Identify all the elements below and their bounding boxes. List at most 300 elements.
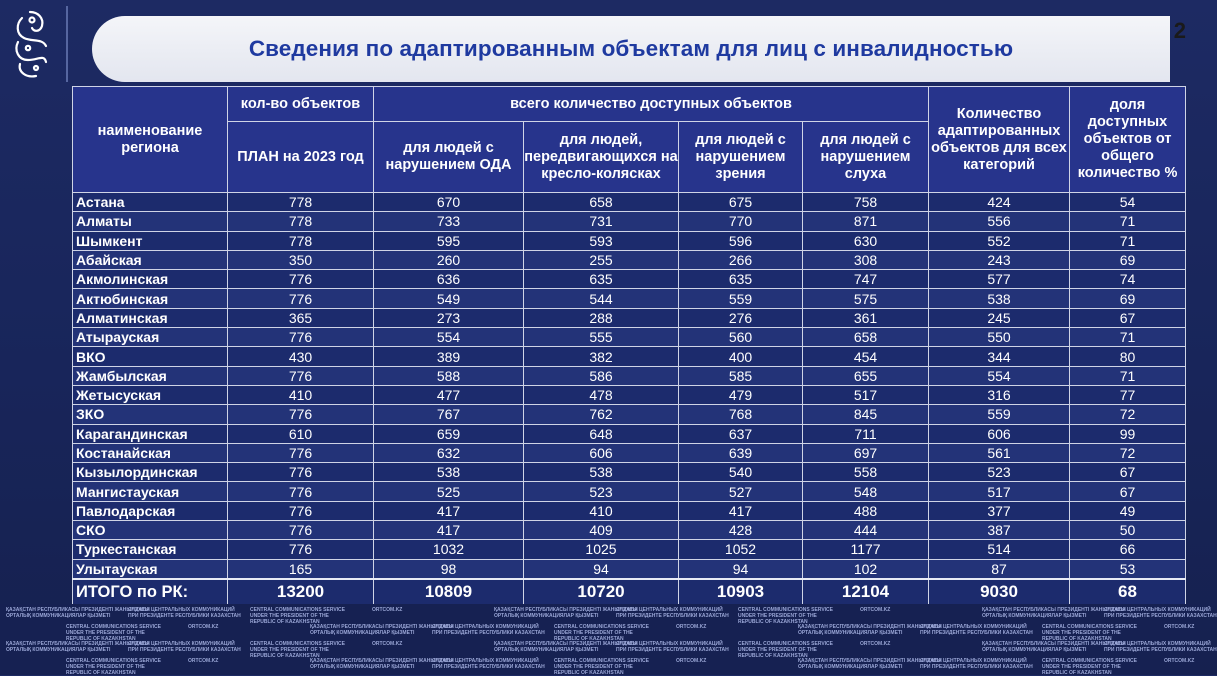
header-wheelchair: для людей, передвигающихся на кресло-колясках bbox=[524, 122, 679, 193]
cell-adapted-all: 377 bbox=[929, 501, 1070, 520]
cell-hearing: 655 bbox=[803, 366, 929, 385]
footer-mark-line: REPUBLIC OF KAZAKHSTAN bbox=[250, 653, 320, 659]
cell-vision: 400 bbox=[679, 347, 803, 366]
cell-wheelchair: 658 bbox=[524, 193, 679, 212]
table-row bbox=[73, 521, 1186, 540]
cell-hearing: 361 bbox=[803, 308, 929, 327]
footer-mark-line: CENTRAL COMMUNICATIONS SERVICE bbox=[1042, 624, 1138, 630]
cell-vision: 266 bbox=[679, 250, 803, 269]
footer-mark-line: CENTRAL COMMUNICATIONS SERVICE bbox=[738, 607, 834, 613]
footer-mark-line: ORTCOM.KZ bbox=[188, 658, 219, 664]
slide-title: Сведения по адаптированным объектам для лиц с инвалидностью bbox=[248, 36, 1014, 61]
cell-region: Костанайская bbox=[73, 443, 228, 462]
cell-adapted-all: 577 bbox=[929, 270, 1070, 289]
header-adapted-all: Количество адаптированных объектов для всех категорий bbox=[929, 87, 1070, 193]
cell-plan: 776 bbox=[228, 501, 374, 520]
title-bar bbox=[92, 16, 1170, 82]
footer-mark bbox=[1164, 658, 1194, 664]
cell-share: 54 bbox=[1070, 193, 1186, 212]
cell-wheelchair: 544 bbox=[524, 289, 679, 308]
cell-share: 72 bbox=[1070, 443, 1186, 462]
cell-vision: 527 bbox=[679, 482, 803, 501]
header-oda: для людей с нарушением ОДА bbox=[374, 122, 524, 193]
total-adapted-all: 9030 bbox=[929, 579, 1070, 605]
cell-oda: 417 bbox=[374, 521, 524, 540]
cell-share: 67 bbox=[1070, 308, 1186, 327]
cell-adapted-all: 559 bbox=[929, 405, 1070, 424]
footer-mark bbox=[1104, 641, 1217, 653]
footer-mark-line: UNDER THE PRESIDENT OF THE bbox=[66, 664, 145, 670]
cell-hearing: 308 bbox=[803, 250, 929, 269]
footer-mark-line: REPUBLIC OF KAZAKHSTAN bbox=[66, 636, 136, 642]
footer-mark bbox=[1042, 658, 1137, 676]
footer-mark-line: ОРТАЛЫҚ КОММУНИКАЦИЯЛАР ҚЫЗМЕТІ bbox=[982, 613, 1087, 619]
footer-mark bbox=[128, 641, 241, 653]
cell-oda: 477 bbox=[374, 385, 524, 404]
footer-mark-line: ORTCOM.KZ bbox=[676, 624, 707, 630]
total-row bbox=[73, 579, 1186, 605]
cell-adapted-all: 606 bbox=[929, 424, 1070, 443]
cell-adapted-all: 243 bbox=[929, 250, 1070, 269]
cell-oda: 636 bbox=[374, 270, 524, 289]
cell-plan: 776 bbox=[228, 540, 374, 559]
footer-mark-line: СЛУЖБА ЦЕНТРАЛЬНЫХ КОММУНИКАЦИЙ bbox=[616, 641, 723, 647]
footer-mark bbox=[188, 624, 218, 630]
footer-mark-line: ПРИ ПРЕЗИДЕНТЕ РЕСПУБЛИКИ КАЗАХСТАН bbox=[432, 664, 545, 670]
footer-mark bbox=[250, 607, 345, 625]
cell-wheelchair: 606 bbox=[524, 443, 679, 462]
cell-share: 50 bbox=[1070, 521, 1186, 540]
footer-mark-line: ҚАЗАҚСТАН РЕСПУБЛИКАСЫ ПРЕЗИДЕНТІ ЖАНЫНДАҒЫ bbox=[6, 607, 150, 613]
footer-mark-line: СЛУЖБА ЦЕНТРАЛЬНЫХ КОММУНИКАЦИЙ bbox=[616, 607, 723, 613]
accessibility-table bbox=[72, 86, 1186, 605]
footer-mark bbox=[676, 658, 706, 664]
footer-mark bbox=[128, 607, 241, 619]
footer-mark-line: ПРИ ПРЕЗИДЕНТЕ РЕСПУБЛИКИ КАЗАХСТАН bbox=[616, 647, 729, 653]
footer-mark bbox=[66, 624, 161, 642]
cell-adapted-all: 87 bbox=[929, 559, 1070, 579]
cell-hearing: 697 bbox=[803, 443, 929, 462]
cell-plan: 365 bbox=[228, 308, 374, 327]
footer-mark-line: CENTRAL COMMUNICATIONS SERVICE bbox=[554, 624, 650, 630]
cell-oda: 549 bbox=[374, 289, 524, 308]
footer-mark bbox=[250, 641, 345, 659]
total-oda: 10809 bbox=[374, 579, 524, 605]
cell-vision: 675 bbox=[679, 193, 803, 212]
footer-mark-line: ҚАЗАҚСТАН РЕСПУБЛИКАСЫ ПРЕЗИДЕНТІ ЖАНЫНДАҒЫ bbox=[982, 607, 1126, 613]
footer-mark-line: ОРТАЛЫҚ КОММУНИКАЦИЯЛАР ҚЫЗМЕТІ bbox=[310, 664, 415, 670]
footer-mark bbox=[1042, 624, 1137, 642]
footer-mark-line: UNDER THE PRESIDENT OF THE bbox=[250, 613, 329, 619]
cell-vision: 770 bbox=[679, 212, 803, 231]
footer-mark bbox=[372, 607, 402, 613]
cell-share: 71 bbox=[1070, 212, 1186, 231]
cell-hearing: 454 bbox=[803, 347, 929, 366]
cell-plan: 776 bbox=[228, 463, 374, 482]
cell-vision: 768 bbox=[679, 405, 803, 424]
footer-mark-line: UNDER THE PRESIDENT OF THE bbox=[738, 647, 817, 653]
cell-oda: 554 bbox=[374, 328, 524, 347]
footer-mark-line: REPUBLIC OF KAZAKHSTAN bbox=[250, 619, 320, 625]
cell-share: 66 bbox=[1070, 540, 1186, 559]
footer-mark-line: ҚАЗАҚСТАН РЕСПУБЛИКАСЫ ПРЕЗИДЕНТІ ЖАНЫНДАҒЫ bbox=[494, 607, 638, 613]
total-hearing: 12104 bbox=[803, 579, 929, 605]
cell-plan: 430 bbox=[228, 347, 374, 366]
cell-share: 71 bbox=[1070, 366, 1186, 385]
cell-vision: 637 bbox=[679, 424, 803, 443]
table-row bbox=[73, 463, 1186, 482]
cell-vision: 540 bbox=[679, 463, 803, 482]
cell-hearing: 548 bbox=[803, 482, 929, 501]
cell-share: 53 bbox=[1070, 559, 1186, 579]
cell-vision: 560 bbox=[679, 328, 803, 347]
cell-adapted-all: 556 bbox=[929, 212, 1070, 231]
divider-line bbox=[66, 6, 68, 82]
footer-mark bbox=[616, 607, 729, 619]
footer-watermark bbox=[0, 604, 1217, 676]
cell-wheelchair: 382 bbox=[524, 347, 679, 366]
footer-mark-line: ҚАЗАҚСТАН РЕСПУБЛИКАСЫ ПРЕЗИДЕНТІ ЖАНЫНДАҒЫ bbox=[798, 624, 942, 630]
cell-share: 49 bbox=[1070, 501, 1186, 520]
footer-mark-line: ORTCOM.KZ bbox=[860, 607, 891, 613]
header-hearing: для людей с нарушением слуха bbox=[803, 122, 929, 193]
footer-mark-line: ORTCOM.KZ bbox=[188, 624, 219, 630]
cell-share: 77 bbox=[1070, 385, 1186, 404]
cell-region: Павлодарская bbox=[73, 501, 228, 520]
footer-mark-line: ПРИ ПРЕЗИДЕНТЕ РЕСПУБЛИКИ КАЗАХСТАН bbox=[432, 630, 545, 636]
footer-mark bbox=[372, 641, 402, 647]
footer-mark-line: ОРТАЛЫҚ КОММУНИКАЦИЯЛАР ҚЫЗМЕТІ bbox=[310, 630, 415, 636]
footer-mark-line: ORTCOM.KZ bbox=[1164, 624, 1195, 630]
cell-adapted-all: 523 bbox=[929, 463, 1070, 482]
cell-hearing: 575 bbox=[803, 289, 929, 308]
cell-share: 71 bbox=[1070, 231, 1186, 250]
cell-region: Кызылординская bbox=[73, 463, 228, 482]
cell-wheelchair: 409 bbox=[524, 521, 679, 540]
cell-adapted-all: 538 bbox=[929, 289, 1070, 308]
footer-mark-line: СЛУЖБА ЦЕНТРАЛЬНЫХ КОММУНИКАЦИЙ bbox=[432, 658, 539, 664]
cell-region: Актюбинская bbox=[73, 289, 228, 308]
cell-region: Жамбылская bbox=[73, 366, 228, 385]
footer-mark-line: ОРТАЛЫҚ КОММУНИКАЦИЯЛАР ҚЫЗМЕТІ bbox=[494, 613, 599, 619]
cell-plan: 776 bbox=[228, 521, 374, 540]
cell-plan: 778 bbox=[228, 193, 374, 212]
footer-mark-line: ORTCOM.KZ bbox=[372, 641, 403, 647]
footer-mark-line: ҚАЗАҚСТАН РЕСПУБЛИКАСЫ ПРЕЗИДЕНТІ ЖАНЫНДАҒЫ bbox=[982, 641, 1126, 647]
table-row bbox=[73, 482, 1186, 501]
cell-region: Улытауская bbox=[73, 559, 228, 579]
cell-wheelchair: 555 bbox=[524, 328, 679, 347]
table-row bbox=[73, 424, 1186, 443]
footer-mark-line: СЛУЖБА ЦЕНТРАЛЬНЫХ КОММУНИКАЦИЙ bbox=[128, 607, 235, 613]
footer-mark bbox=[860, 607, 890, 613]
cell-hearing: 444 bbox=[803, 521, 929, 540]
cell-region: ВКО bbox=[73, 347, 228, 366]
footer-mark-line: CENTRAL COMMUNICATIONS SERVICE bbox=[66, 658, 162, 664]
header-share: доля доступных объектов от общего количество % bbox=[1070, 87, 1186, 193]
cell-vision: 596 bbox=[679, 231, 803, 250]
cell-hearing: 1177 bbox=[803, 540, 929, 559]
table-row bbox=[73, 270, 1186, 289]
footer-mark bbox=[616, 641, 729, 653]
footer-mark-line: ПРИ ПРЕЗИДЕНТЕ РЕСПУБЛИКИ КАЗАХСТАН bbox=[128, 613, 241, 619]
cell-vision: 585 bbox=[679, 366, 803, 385]
footer-mark-line: СЛУЖБА ЦЕНТРАЛЬНЫХ КОММУНИКАЦИЙ bbox=[920, 624, 1027, 630]
cell-oda: 389 bbox=[374, 347, 524, 366]
footer-mark-line: ҚАЗАҚСТАН РЕСПУБЛИКАСЫ ПРЕЗИДЕНТІ ЖАНЫНДАҒЫ bbox=[310, 658, 454, 664]
cell-share: 72 bbox=[1070, 405, 1186, 424]
footer-mark-line: ОРТАЛЫҚ КОММУНИКАЦИЯЛАР ҚЫЗМЕТІ bbox=[798, 664, 903, 670]
cell-oda: 525 bbox=[374, 482, 524, 501]
footer-mark-line: REPUBLIC OF KAZAKHSTAN bbox=[66, 670, 136, 676]
table-row bbox=[73, 540, 1186, 559]
cell-plan: 776 bbox=[228, 328, 374, 347]
footer-mark-line: СЛУЖБА ЦЕНТРАЛЬНЫХ КОММУНИКАЦИЙ bbox=[128, 641, 235, 647]
cell-vision: 479 bbox=[679, 385, 803, 404]
cell-wheelchair: 94 bbox=[524, 559, 679, 579]
cell-share: 69 bbox=[1070, 289, 1186, 308]
footer-mark-line: ОРТАЛЫҚ КОММУНИКАЦИЯЛАР ҚЫЗМЕТІ bbox=[6, 647, 111, 653]
cell-hearing: 711 bbox=[803, 424, 929, 443]
cell-oda: 98 bbox=[374, 559, 524, 579]
cell-oda: 538 bbox=[374, 463, 524, 482]
footer-mark-line: CENTRAL COMMUNICATIONS SERVICE bbox=[250, 641, 346, 647]
cell-vision: 635 bbox=[679, 270, 803, 289]
cell-region: Мангистауская bbox=[73, 482, 228, 501]
header-plan: ПЛАН на 2023 год bbox=[228, 122, 374, 193]
table-row bbox=[73, 289, 1186, 308]
table-row bbox=[73, 385, 1186, 404]
cell-vision: 417 bbox=[679, 501, 803, 520]
total-share: 68 bbox=[1070, 579, 1186, 605]
footer-mark-line: ПРИ ПРЕЗИДЕНТЕ РЕСПУБЛИКИ КАЗАХСТАН bbox=[616, 613, 729, 619]
footer-mark-line: ORTCOM.KZ bbox=[676, 658, 707, 664]
footer-mark-line: ПРИ ПРЕЗИДЕНТЕ РЕСПУБЛИКИ КАЗАХСТАН bbox=[1104, 647, 1217, 653]
cell-adapted-all: 387 bbox=[929, 521, 1070, 540]
footer-mark-line: UNDER THE PRESIDENT OF THE bbox=[554, 630, 633, 636]
table-row bbox=[73, 347, 1186, 366]
table-row bbox=[73, 501, 1186, 520]
cell-plan: 776 bbox=[228, 405, 374, 424]
footer-mark-line: ORTCOM.KZ bbox=[1164, 658, 1195, 664]
cell-region: Абайская bbox=[73, 250, 228, 269]
cell-share: 69 bbox=[1070, 250, 1186, 269]
cell-region: Шымкент bbox=[73, 231, 228, 250]
cell-hearing: 758 bbox=[803, 193, 929, 212]
cell-plan: 410 bbox=[228, 385, 374, 404]
cell-oda: 417 bbox=[374, 501, 524, 520]
footer-mark-line: REPUBLIC OF KAZAKHSTAN bbox=[1042, 636, 1112, 642]
cell-wheelchair: 538 bbox=[524, 463, 679, 482]
table-row bbox=[73, 212, 1186, 231]
cell-hearing: 747 bbox=[803, 270, 929, 289]
cell-oda: 260 bbox=[374, 250, 524, 269]
cell-adapted-all: 344 bbox=[929, 347, 1070, 366]
cell-wheelchair: 635 bbox=[524, 270, 679, 289]
footer-mark-line: ОРТАЛЫҚ КОММУНИКАЦИЯЛАР ҚЫЗМЕТІ bbox=[982, 647, 1087, 653]
footer-mark-line: REPUBLIC OF KAZAKHSTAN bbox=[738, 619, 808, 625]
cell-wheelchair: 410 bbox=[524, 501, 679, 520]
footer-mark-line: REPUBLIC OF KAZAKHSTAN bbox=[554, 670, 624, 676]
cell-hearing: 871 bbox=[803, 212, 929, 231]
cell-share: 74 bbox=[1070, 270, 1186, 289]
total-wheelchair: 10720 bbox=[524, 579, 679, 605]
cell-wheelchair: 523 bbox=[524, 482, 679, 501]
cell-hearing: 517 bbox=[803, 385, 929, 404]
cell-oda: 273 bbox=[374, 308, 524, 327]
cell-region: Алматы bbox=[73, 212, 228, 231]
header-count-group: кол-во объектов bbox=[228, 87, 374, 122]
cell-hearing: 845 bbox=[803, 405, 929, 424]
footer-mark-line: CENTRAL COMMUNICATIONS SERVICE bbox=[738, 641, 834, 647]
snow-leopard-logo-icon bbox=[8, 8, 54, 82]
cell-oda: 733 bbox=[374, 212, 524, 231]
cell-region: Карагандинская bbox=[73, 424, 228, 443]
footer-mark bbox=[188, 658, 218, 664]
footer-mark-line: UNDER THE PRESIDENT OF THE bbox=[1042, 630, 1121, 636]
cell-plan: 610 bbox=[228, 424, 374, 443]
header-region: наименование региона bbox=[73, 87, 228, 193]
cell-adapted-all: 550 bbox=[929, 328, 1070, 347]
cell-region: Алматинская bbox=[73, 308, 228, 327]
footer-mark bbox=[738, 607, 833, 625]
footer-mark-line: CENTRAL COMMUNICATIONS SERVICE bbox=[66, 624, 162, 630]
cell-adapted-all: 245 bbox=[929, 308, 1070, 327]
cell-adapted-all: 424 bbox=[929, 193, 1070, 212]
footer-mark bbox=[920, 658, 1033, 670]
footer-mark-line: ORTCOM.KZ bbox=[372, 607, 403, 613]
table-row bbox=[73, 559, 1186, 579]
footer-mark-line: ОРТАЛЫҚ КОММУНИКАЦИЯЛАР ҚЫЗМЕТІ bbox=[494, 647, 599, 653]
footer-mark bbox=[1104, 607, 1217, 619]
cell-wheelchair: 288 bbox=[524, 308, 679, 327]
cell-oda: 670 bbox=[374, 193, 524, 212]
cell-plan: 165 bbox=[228, 559, 374, 579]
total-plan: 13200 bbox=[228, 579, 374, 605]
cell-wheelchair: 762 bbox=[524, 405, 679, 424]
table-row bbox=[73, 366, 1186, 385]
cell-hearing: 630 bbox=[803, 231, 929, 250]
cell-region: Туркестанская bbox=[73, 540, 228, 559]
cell-vision: 276 bbox=[679, 308, 803, 327]
cell-plan: 778 bbox=[228, 212, 374, 231]
cell-vision: 428 bbox=[679, 521, 803, 540]
cell-wheelchair: 1025 bbox=[524, 540, 679, 559]
cell-hearing: 558 bbox=[803, 463, 929, 482]
footer-mark bbox=[676, 624, 706, 630]
cell-plan: 350 bbox=[228, 250, 374, 269]
cell-plan: 776 bbox=[228, 289, 374, 308]
cell-plan: 778 bbox=[228, 231, 374, 250]
cell-share: 80 bbox=[1070, 347, 1186, 366]
cell-plan: 776 bbox=[228, 443, 374, 462]
footer-mark bbox=[432, 624, 545, 636]
footer-mark-line: REPUBLIC OF KAZAKHSTAN bbox=[738, 653, 808, 659]
cell-oda: 1032 bbox=[374, 540, 524, 559]
cell-adapted-all: 561 bbox=[929, 443, 1070, 462]
footer-mark-line: СЛУЖБА ЦЕНТРАЛЬНЫХ КОММУНИКАЦИЙ bbox=[432, 624, 539, 630]
cell-oda: 632 bbox=[374, 443, 524, 462]
cell-oda: 767 bbox=[374, 405, 524, 424]
cell-plan: 776 bbox=[228, 482, 374, 501]
cell-wheelchair: 586 bbox=[524, 366, 679, 385]
footer-mark-line: ҚАЗАҚСТАН РЕСПУБЛИКАСЫ ПРЕЗИДЕНТІ ЖАНЫНДАҒЫ bbox=[310, 624, 454, 630]
footer-mark bbox=[432, 658, 545, 670]
footer-mark bbox=[554, 658, 649, 676]
cell-region: ЗКО bbox=[73, 405, 228, 424]
footer-mark-line: ORTCOM.KZ bbox=[860, 641, 891, 647]
footer-mark-line: ОРТАЛЫҚ КОММУНИКАЦИЯЛАР ҚЫЗМЕТІ bbox=[6, 613, 111, 619]
footer-mark bbox=[554, 624, 649, 642]
cell-region: Жетысуская bbox=[73, 385, 228, 404]
cell-share: 67 bbox=[1070, 482, 1186, 501]
cell-plan: 776 bbox=[228, 270, 374, 289]
cell-oda: 659 bbox=[374, 424, 524, 443]
total-region: ИТОГО по РК: bbox=[73, 579, 228, 605]
logo-area bbox=[0, 0, 72, 100]
cell-wheelchair: 478 bbox=[524, 385, 679, 404]
cell-vision: 559 bbox=[679, 289, 803, 308]
footer-mark-line: CENTRAL COMMUNICATIONS SERVICE bbox=[554, 658, 650, 664]
cell-oda: 595 bbox=[374, 231, 524, 250]
cell-oda: 588 bbox=[374, 366, 524, 385]
cell-region: Астана bbox=[73, 193, 228, 212]
footer-mark-line: СЛУЖБА ЦЕНТРАЛЬНЫХ КОММУНИКАЦИЙ bbox=[1104, 641, 1211, 647]
cell-region: Атырауская bbox=[73, 328, 228, 347]
cell-wheelchair: 648 bbox=[524, 424, 679, 443]
footer-mark-line: ПРИ ПРЕЗИДЕНТЕ РЕСПУБЛИКИ КАЗАХСТАН bbox=[920, 630, 1033, 636]
footer-mark-line: UNDER THE PRESIDENT OF THE bbox=[250, 647, 329, 653]
footer-mark-line: REPUBLIC OF KAZAKHSTAN bbox=[554, 636, 624, 642]
cell-hearing: 102 bbox=[803, 559, 929, 579]
cell-hearing: 488 bbox=[803, 501, 929, 520]
table-row bbox=[73, 193, 1186, 212]
total-vision: 10903 bbox=[679, 579, 803, 605]
cell-hearing: 658 bbox=[803, 328, 929, 347]
table-row bbox=[73, 308, 1186, 327]
footer-mark bbox=[920, 624, 1033, 636]
cell-adapted-all: 552 bbox=[929, 231, 1070, 250]
cell-region: Акмолинская bbox=[73, 270, 228, 289]
cell-vision: 94 bbox=[679, 559, 803, 579]
cell-share: 67 bbox=[1070, 463, 1186, 482]
footer-mark-line: UNDER THE PRESIDENT OF THE bbox=[1042, 664, 1121, 670]
header-accessible-group: всего количество доступных объектов bbox=[374, 87, 929, 122]
table-row bbox=[73, 328, 1186, 347]
footer-mark-line: REPUBLIC OF KAZAKHSTAN bbox=[1042, 670, 1112, 676]
footer-mark bbox=[1164, 624, 1194, 630]
cell-vision: 1052 bbox=[679, 540, 803, 559]
footer-mark-line: ҚАЗАҚСТАН РЕСПУБЛИКАСЫ ПРЕЗИДЕНТІ ЖАНЫНДАҒЫ bbox=[6, 641, 150, 647]
footer-mark-line: ОРТАЛЫҚ КОММУНИКАЦИЯЛАР ҚЫЗМЕТІ bbox=[798, 630, 903, 636]
cell-wheelchair: 255 bbox=[524, 250, 679, 269]
cell-adapted-all: 514 bbox=[929, 540, 1070, 559]
footer-mark bbox=[860, 641, 890, 647]
cell-share: 99 bbox=[1070, 424, 1186, 443]
footer-mark-line: ПРИ ПРЕЗИДЕНТЕ РЕСПУБЛИКИ КАЗАХСТАН bbox=[128, 647, 241, 653]
cell-plan: 776 bbox=[228, 366, 374, 385]
footer-mark-line: ПРИ ПРЕЗИДЕНТЕ РЕСПУБЛИКИ КАЗАХСТАН bbox=[920, 664, 1033, 670]
footer-mark-line: СЛУЖБА ЦЕНТРАЛЬНЫХ КОММУНИКАЦИЙ bbox=[1104, 607, 1211, 613]
footer-mark-line: CENTRAL COMMUNICATIONS SERVICE bbox=[250, 607, 346, 613]
footer-mark-line: UNDER THE PRESIDENT OF THE bbox=[66, 630, 145, 636]
footer-mark bbox=[738, 641, 833, 659]
cell-wheelchair: 593 bbox=[524, 231, 679, 250]
footer-mark-line: СЛУЖБА ЦЕНТРАЛЬНЫХ КОММУНИКАЦИЙ bbox=[920, 658, 1027, 664]
footer-mark-line: UNDER THE PRESIDENT OF THE bbox=[738, 613, 817, 619]
footer-mark bbox=[66, 658, 161, 676]
footer-mark-line: UNDER THE PRESIDENT OF THE bbox=[554, 664, 633, 670]
